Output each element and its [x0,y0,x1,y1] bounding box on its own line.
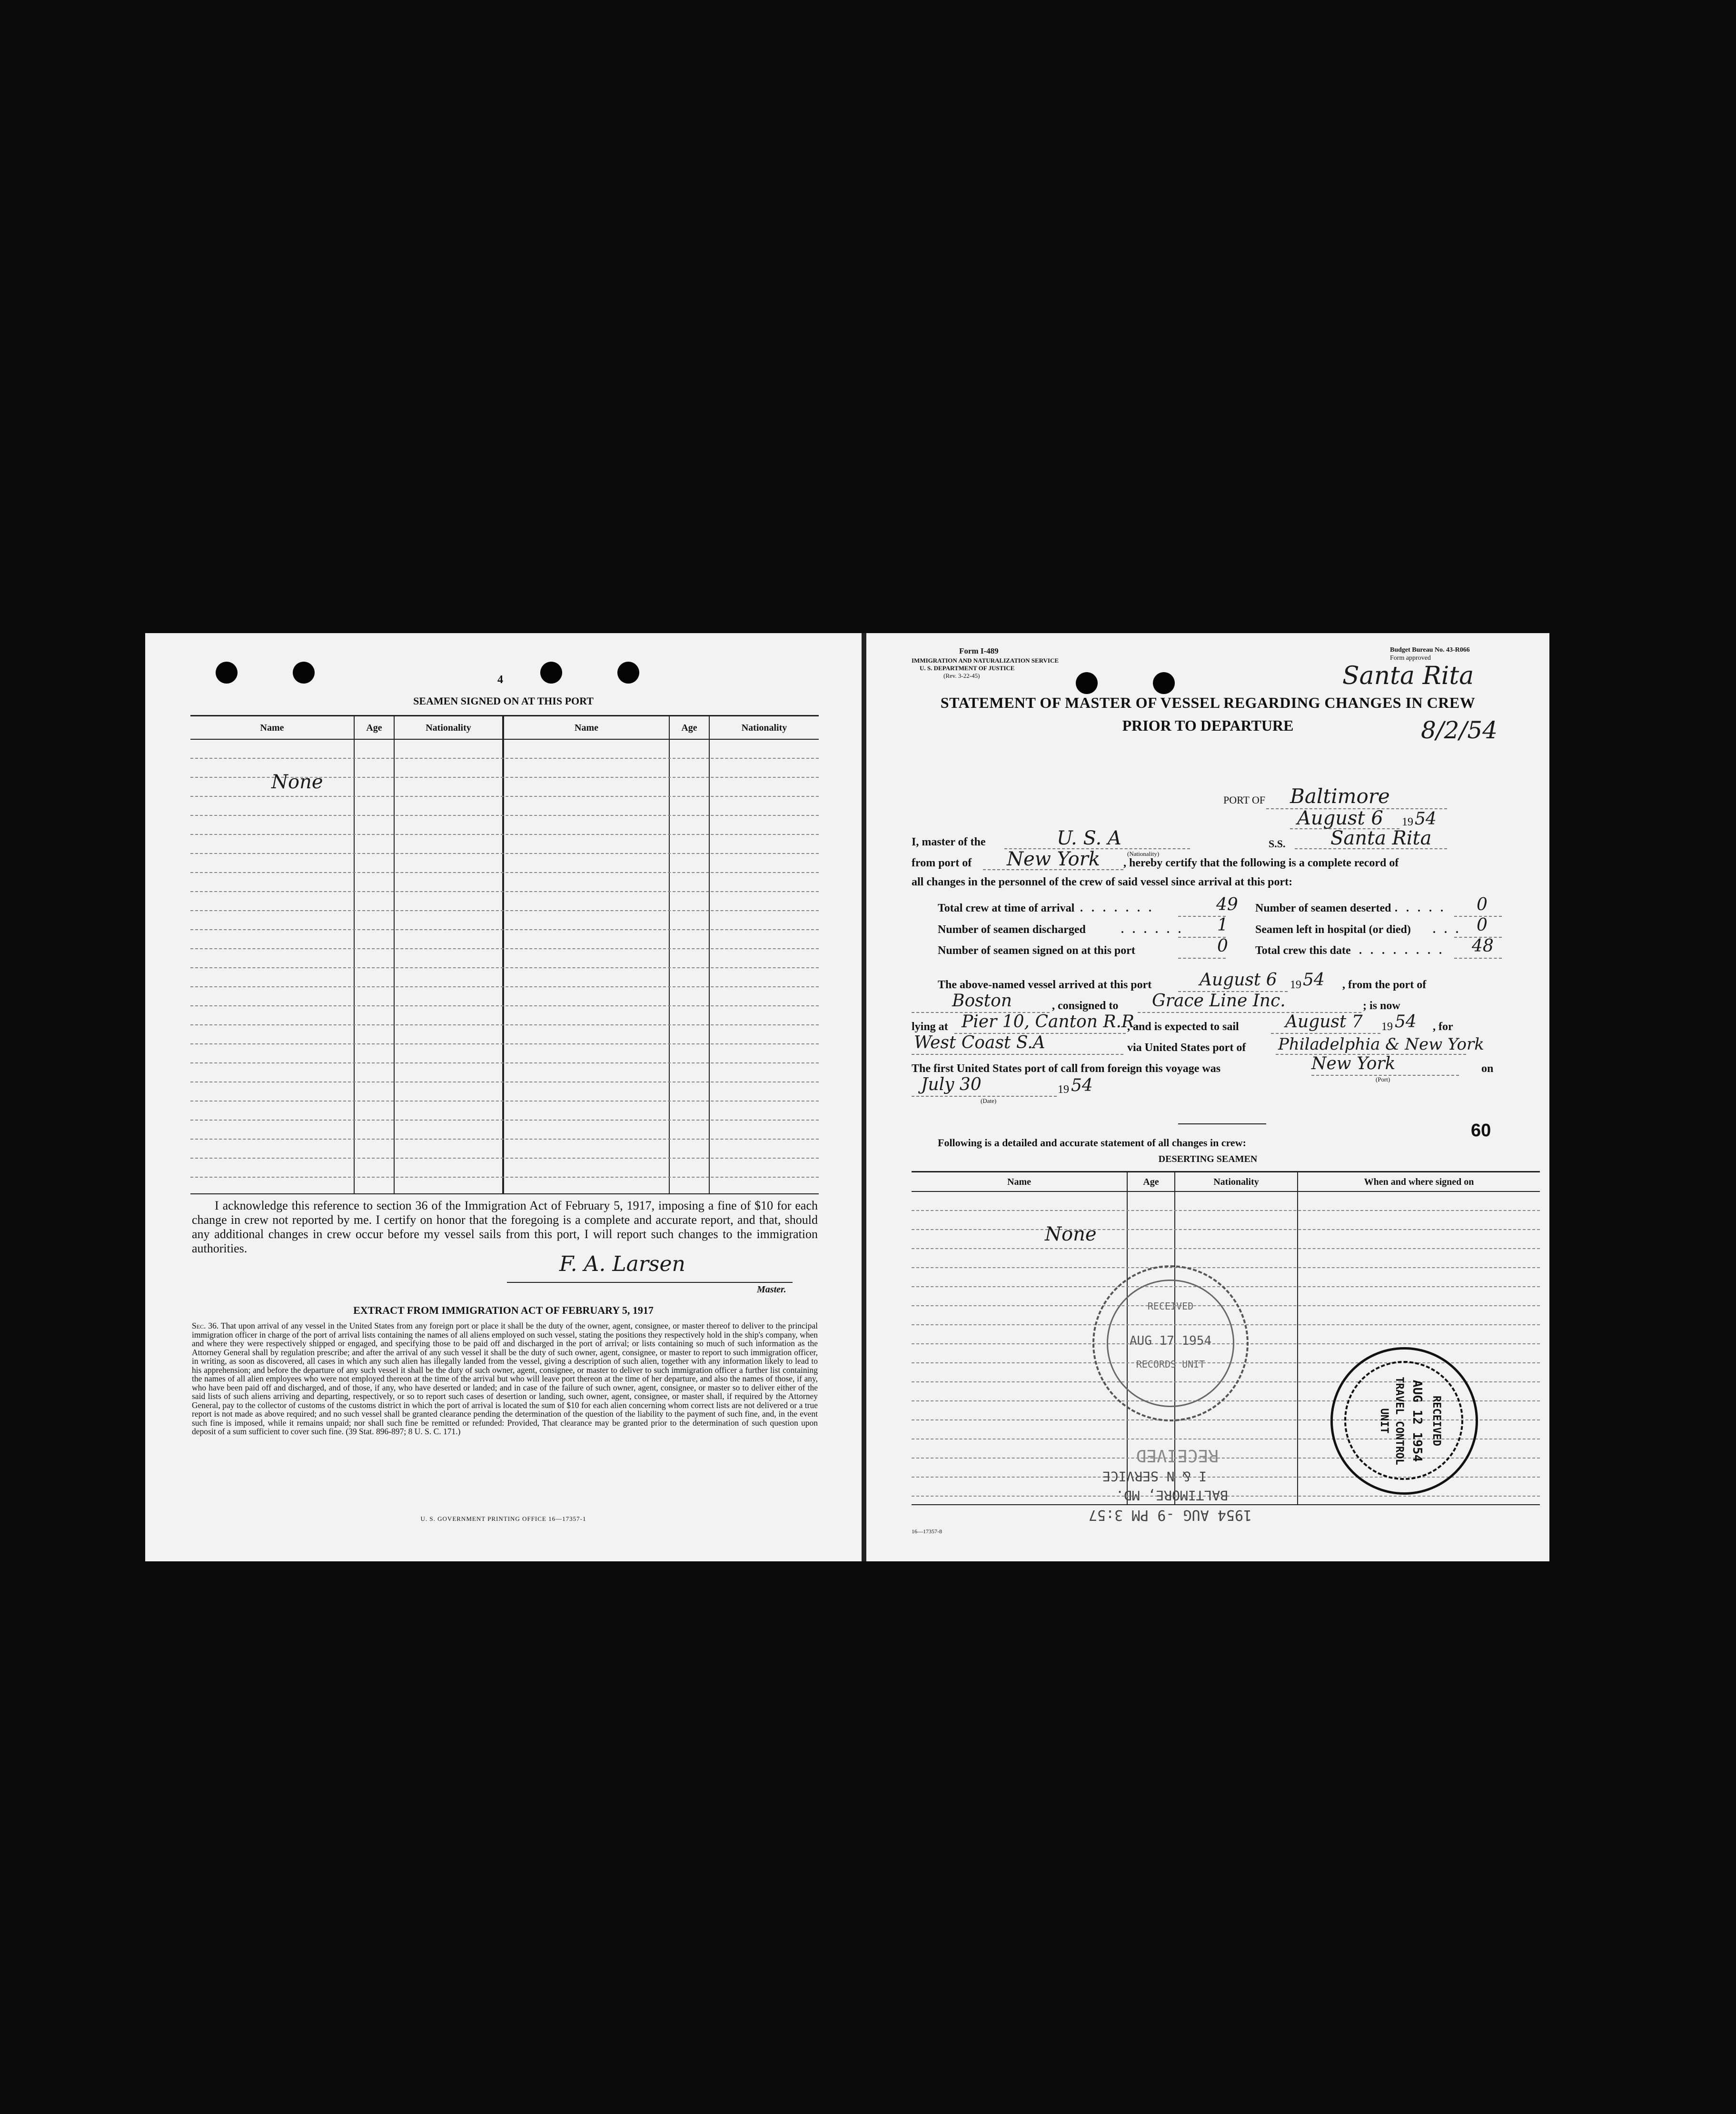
right-page [866,633,1549,1561]
punch-hole [216,662,238,684]
consigned-label: , consigned to [1052,1000,1119,1012]
stamp-date: AUG 17 1954 [1129,1334,1212,1348]
stat-value-deserted: 0 [1477,895,1488,914]
stamp-received-text: RECEIVED [1136,1446,1219,1465]
department-name: U. S. DEPARTMENT OF JUSTICE [920,665,1015,672]
table-row [190,1120,819,1121]
sail-date: August 7 [1285,1012,1363,1032]
printer-imprint: U. S. GOVERNMENT PRINTING OFFICE 16—17357-1 [420,1515,586,1522]
table-row [190,1177,819,1178]
fill-line [1454,958,1502,959]
table-row [190,796,819,797]
fill-line [1271,1033,1380,1034]
stat-value-signed-on: 0 [1217,936,1228,956]
first-port-year: 54 [1071,1076,1093,1095]
stamp-service: I & N SERVICE [1102,1469,1207,1484]
form-revision: (Rev. 3-22-45) [943,672,980,679]
handwritten-entry: None [1045,1223,1097,1245]
table-row [190,1043,819,1044]
table-row [190,910,819,911]
punch-hole [617,662,639,684]
stamp-unit-text: TRAVEL CONTROL [1393,1377,1405,1465]
left-page [145,633,862,1561]
ss-label: S.S. [1269,838,1286,850]
table-row [190,853,819,854]
fill-line [912,1054,1123,1055]
stat-label-total-today: Total crew this date [1255,944,1351,957]
table-row [190,929,819,930]
form-approved-label: Form approved [1390,655,1431,662]
from-port-label: from port of [912,857,972,869]
budget-bureau-number: Budget Bureau No. 43-R066 [1390,646,1470,654]
handwritten-date-note: 8/2/54 [1421,716,1498,744]
date-year: 54 [1415,809,1437,829]
fill-line [1178,958,1226,959]
table-row [190,1005,819,1006]
page-number: 4 [497,674,503,686]
table-row [912,1248,1540,1249]
separator-rule [1178,1123,1266,1124]
table-row [190,872,819,873]
stamp-received-text: RECEIVED [1147,1300,1194,1312]
records-unit-stamp [1092,1265,1249,1421]
table-row [190,1024,819,1025]
column-header-age: Age [366,723,382,733]
extract-title: EXTRACT FROM IMMIGRATION ACT OF FEBRUARY 5, 1917 [353,1304,654,1316]
stamp-timestamp: 1954 AUG -9 PM 3:57 [1088,1507,1252,1523]
punch-hole [1153,672,1175,694]
table-row [190,986,819,987]
extract-body: That upon arrival of any vessel in the United States from any foreign port or place it shall be the duty of the owner, agent, consignee, or master thereof to deliver to the principal immigration officer in charge of the port of arrival lists containing the names of all aliens employed on such vessel, stating the positions they respectively hold in the ship's company, when and where they were respectively shipped or engaged, and specifying those to be paid off and discharged in the port of arrival; or lists containing so much of such information as the Attorney General shall by regulation prescribe; and after the arrival of any such vessel it shall be the duty of such owner, agent, consignee, or master to report to such immigration officer, in writing, as soon as discovered, all cases in which any such alien has illegally landed from the vessel, giving a description of such alien, together with any information likely to lead to his apprehension; and before the departure of any such vessel it shall be the duty of such owner, agent, consignee, or master to deliver to such immigration officer a further list containing the names of all alien employees who were not employed thereon at the time of the arrival but who will leave port thereon at the time of her departure, and also the names of those, if any, who have been paid off and discharged, and of those, if any, who have deserted or landed; and in case of the failure of such owner, agent, consignee, or master so to deliver either of the said lists of such aliens arriving and departing, respectively, or so to report such cases of desertion or landing, such owner, agent, consignee, or master shall, if required by the Attorney General, pay to the collector of customs of the customs district in which the port of arrival is located the sum of $10 for each alien concerning whom correct lists are not delivered or a true report is not made as above required; and no such vessel shall be granted clearance pending the determination of the question of the liability to the payment of such fine, and, in the event such fine is imposed, while it remains unpaid; nor shall such fine be remitted or refunded: Provided, That clearance may be granted prior to the determination of such question upon deposit of a sum sufficient to cover such fine. (39 Stat. 896-897; 8 U. S. C. 171.) [192,1321,818,1436]
extract-text [192,1321,818,1436]
arrived-year: 54 [1303,970,1325,990]
arrived-date: August 6 [1200,970,1277,990]
from-the-port-of-label: , from the port of [1342,979,1427,991]
certify-text: , hereby certify that the following is a complete record of [1123,857,1399,869]
table-row [912,1267,1540,1268]
column-header-name: Name [575,723,598,733]
stat-value-discharged: 1 [1217,915,1228,935]
leader-dots: . . . . . . [1121,923,1184,936]
port-of-value: Baltimore [1290,784,1390,808]
following-text: Following is a detailed and accurate statement of all changes in crew: [938,1137,1246,1149]
table-row [912,1286,1540,1287]
deserting-seamen-title: DESERTING SEAMEN [1158,1154,1258,1164]
consignee: Grace Line Inc. [1152,991,1286,1011]
table-header-rule [912,1191,1540,1192]
stat-label-signed-on: Number of seamen signed on at this port [938,944,1135,957]
leader-dots: . . . . . [1395,902,1446,914]
agency-name: IMMIGRATION AND NATURALIZATION SERVICE [912,657,1059,664]
column-header-nationality: Nationality [1213,1177,1259,1187]
extract-section-number: Sec. 36. [192,1321,219,1330]
port-of-label: PORT OF [1223,794,1266,806]
stat-label-deserted: Number of seamen deserted [1255,902,1391,914]
stat-value-total-today: 48 [1472,936,1494,956]
destination: West Coast S.A [914,1033,1045,1052]
column-divider [354,715,355,1193]
stat-label-hospital: Seamen left in hospital (or died) [1255,923,1411,936]
arrived-label: The above-named vessel arrived at this port [938,979,1152,991]
first-port-label: The first United States port of call from foreign this voyage was [912,1062,1221,1075]
table-row [190,834,819,835]
stat-label-discharged: Number of seamen discharged [938,923,1086,936]
column-header-age: Age [681,723,697,733]
table-row [190,1139,819,1140]
table-row [912,1210,1540,1211]
stat-value-total-arrival: 49 [1216,895,1238,914]
for-label: , for [1433,1021,1453,1033]
form-number: Form I-489 [959,646,999,655]
form-subtitle: PRIOR TO DEPARTURE [1122,717,1294,734]
master-of-label: I, master of the [912,836,986,848]
table-row [190,948,819,949]
punch-hole [1076,672,1098,694]
acknowledgment-text: I acknowledge this reference to section 36 of the Immigration Act of February 5, 1917, imposing a fine of $10 for each change in crew not reported by me. I certify on honor that the foregoing is a complete and accurate report, and that, should any additional changes in crew occur before my vessel sails from this port, I will report such changes to the immigration authorities. [192,1199,818,1255]
column-divider [669,715,670,1193]
handwritten-entry: None [271,771,323,793]
table-row [912,1229,1540,1230]
nationality-value: U. S. A [1057,827,1121,849]
travel-control-stamp [1330,1347,1478,1495]
year-prefix: 19 [1381,1021,1393,1033]
column-header-name: Name [260,723,284,733]
date-value: August 6 [1297,807,1383,829]
column-header-age: Age [1143,1177,1159,1187]
table-bottom-rule [190,1193,819,1194]
stamp-city: BALTIMORE, MD. [1115,1488,1228,1503]
punch-hole [540,662,562,684]
footer-code: 16—17357-8 [912,1528,942,1535]
page-reference-number: 60 [1471,1121,1491,1141]
origin-port: Boston [952,991,1012,1011]
leader-dots: . . . . . . . . [1069,902,1154,914]
stamp-unit-text: RECORDS UNIT [1136,1359,1205,1370]
table-row [190,967,819,968]
on-label: on [1481,1062,1494,1075]
year-prefix: 19 [1058,1083,1069,1096]
is-now-label: ; is now [1363,1000,1400,1012]
received-baltimore-stamp [1081,1428,1252,1523]
year-prefix: 19 [1402,816,1413,828]
leader-dots: . . . . . . . . [1359,944,1445,957]
table-top-rule [190,715,819,716]
section-title: SEAMEN SIGNED ON AT THIS PORT [413,695,594,707]
column-divider [709,715,710,1193]
column-header-name: Name [1007,1177,1031,1187]
signature-line [507,1282,793,1283]
table-row [190,1062,819,1063]
handwritten-vessel-note: Santa Rita [1342,662,1474,690]
table-row [190,891,819,892]
from-port-value: New York [1007,848,1100,870]
table-row [190,1101,819,1102]
via-ports: Philadelphia & New York [1278,1035,1484,1054]
column-divider [394,715,395,1193]
master-signature: F. A. Larsen [559,1252,685,1276]
lying-at-value: Pier 10, Canton R.R. [962,1012,1140,1032]
column-divider [1297,1171,1298,1504]
date-caption: (Date) [981,1097,997,1104]
page-fold [862,633,866,1561]
fill-line [912,1096,1057,1097]
expected-to-sail-label: , and is expected to sail [1127,1021,1239,1033]
stat-label-total-arrival: Total crew at time of arrival [938,902,1075,914]
leader-dots: . . . [1433,923,1461,936]
master-label: Master. [757,1284,786,1295]
table-row [190,1158,819,1159]
form-title: STATEMENT OF MASTER OF VESSEL REGARDING CHANGES IN CREW [940,694,1476,711]
stamp-received-text: RECEIVED [1430,1396,1442,1446]
table-header-rule [190,739,819,740]
first-port-value: New York [1311,1054,1396,1073]
vessel-name-value: Santa Rita [1330,827,1432,849]
sail-year: 54 [1395,1012,1417,1032]
table-row [190,815,819,816]
first-port-date: July 30 [921,1075,982,1094]
stamp-unit-label: UNIT [1378,1408,1390,1434]
all-changes-text: all changes in the personnel of the crew of said vessel since arrival at this port: [912,876,1293,888]
nationality-caption: (Nationality) [1127,850,1160,857]
column-divider [502,715,504,1193]
table-top-rule [912,1171,1540,1172]
stat-value-hospital: 0 [1477,915,1488,935]
punch-hole [293,662,315,684]
column-header-signed-on: When and where signed on [1364,1177,1474,1187]
column-header-nationality: Nationality [426,723,471,733]
port-caption: (Port) [1376,1076,1390,1083]
via-label: via United States port of [1127,1042,1246,1054]
stamp-date: AUG 12 1954 [1410,1380,1424,1462]
year-prefix: 19 [1290,979,1301,991]
table-row [190,758,819,759]
column-header-nationality: Nationality [741,723,787,733]
lying-at-label: lying at [912,1021,948,1033]
